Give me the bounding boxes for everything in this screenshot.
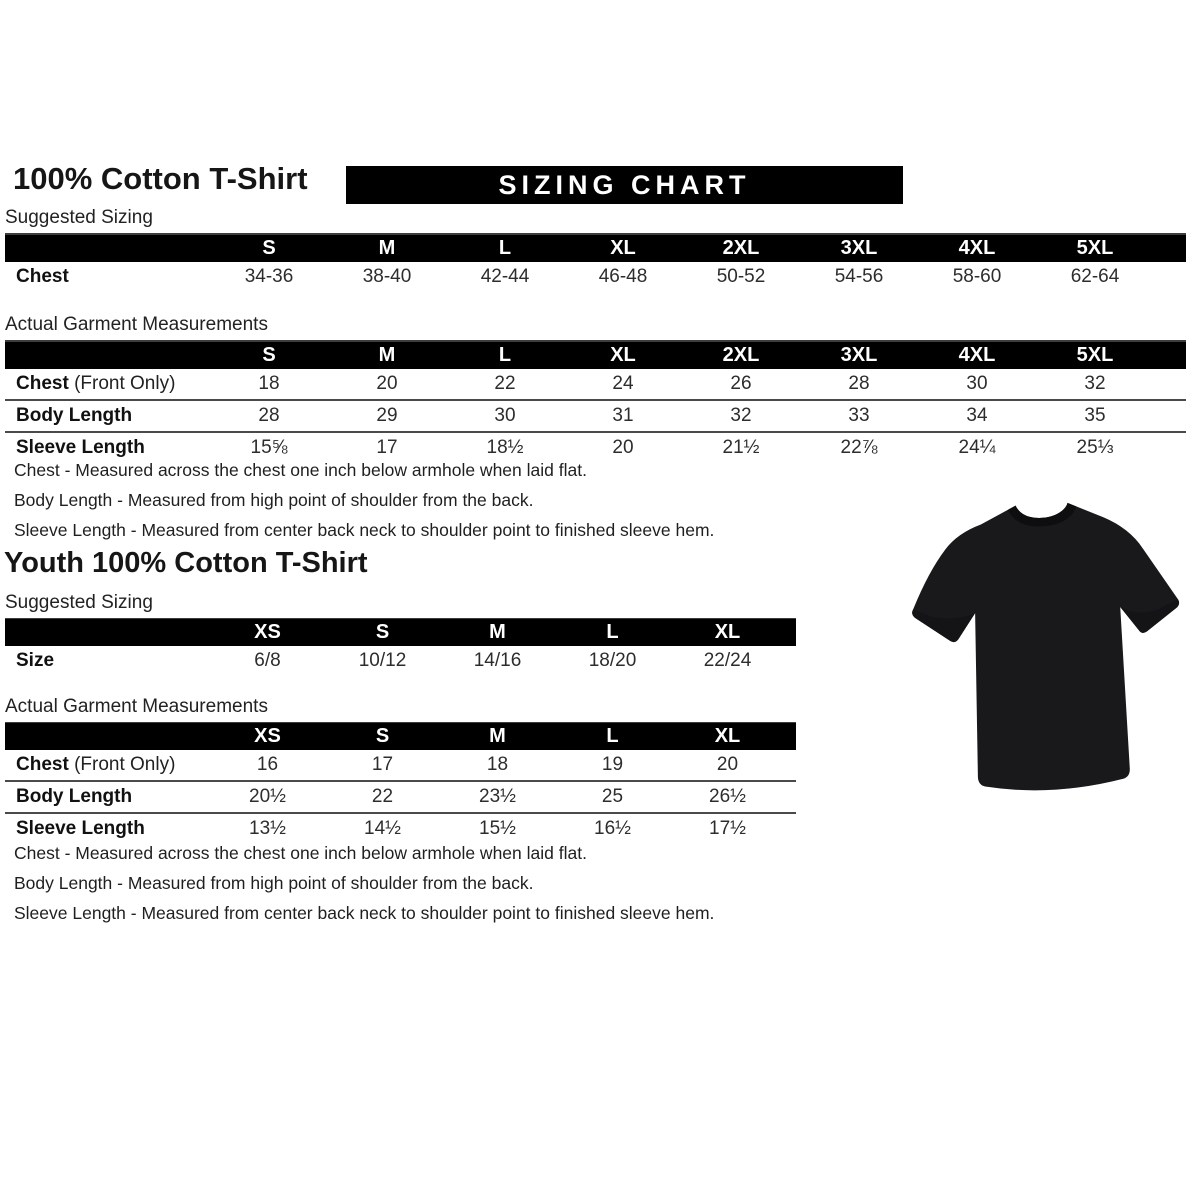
size-header-row — [5, 723, 796, 750]
measurement-value: 18/20 — [588, 650, 637, 671]
note-sleeve-length: Sleeve Length - Measured from center back neck to shoulder point to finished sleeve hem. — [14, 520, 715, 540]
size-column-header: XS — [210, 723, 325, 750]
youth-section-label-suggested-sizing: Suggested Sizing — [5, 592, 796, 620]
measurement-value: 16 — [256, 754, 279, 775]
measurement-value: 38-40 — [362, 266, 412, 287]
page-title: 100% Cotton T-Shirt — [13, 161, 308, 196]
measurement-value: 19 — [601, 754, 624, 775]
measurement-value: 29 — [376, 405, 398, 426]
row-spacer — [1154, 262, 1186, 292]
measurement-value: 50-52 — [716, 266, 766, 287]
measurement-value: 6/8 — [254, 650, 281, 671]
measurement-value: 15⅝ — [250, 437, 288, 458]
size-column-header: L — [446, 342, 564, 369]
size-column-header: 3XL — [800, 342, 918, 369]
size-column-header: XS — [210, 619, 325, 646]
size-column-header: 2XL — [682, 235, 800, 262]
size-column-header: M — [328, 342, 446, 369]
size-header-row — [5, 235, 1186, 262]
section-label-suggested-sizing: Suggested Sizing — [5, 207, 1186, 235]
size-column-header: XL — [564, 342, 682, 369]
measurement-value: 26 — [730, 373, 752, 394]
row-label: Body Length — [16, 405, 133, 426]
size-header-row — [5, 342, 1186, 369]
sizing-chart-banner: SIZING CHART — [346, 166, 903, 204]
measurement-value: 22 — [494, 373, 516, 394]
measurement-value: 23½ — [479, 786, 516, 807]
size-column-header: L — [555, 723, 670, 750]
measurement-value: 15½ — [479, 818, 516, 839]
note-body-length: Body Length - Measured from high point of shoulder from the back. — [14, 490, 534, 510]
size-column-header: L — [446, 235, 564, 262]
row-spacer — [1154, 369, 1186, 400]
measurement-row — [5, 262, 1186, 292]
measurement-value: 20 — [612, 437, 634, 458]
note-chest: Chest - Measured across the chest one inch below armhole when laid flat. — [14, 843, 587, 863]
size-column-header: 4XL — [918, 342, 1036, 369]
measurement-value: 16½ — [594, 818, 631, 839]
youth-actual-measurements-table — [5, 723, 796, 844]
youth-section-title: Youth 100% Cotton T-Shirt — [4, 547, 368, 579]
measurement-value: 32 — [1084, 373, 1106, 394]
measurement-value: 18 — [486, 754, 509, 775]
youth-suggested-sizing-table — [5, 619, 796, 676]
measurement-value: 10/12 — [358, 650, 407, 671]
measurement-row — [5, 750, 796, 781]
black-tshirt-image — [888, 486, 1200, 806]
row-label: Chest — [16, 266, 69, 287]
measurement-value: 35 — [1084, 405, 1106, 426]
measurement-value: 31 — [612, 405, 634, 426]
row-spacer — [1154, 432, 1186, 463]
measurement-value: 34-36 — [244, 266, 294, 287]
measurement-row — [5, 400, 1186, 432]
header-spacer — [785, 723, 796, 750]
measurement-value: 17½ — [709, 818, 746, 839]
size-column-header: 4XL — [918, 235, 1036, 262]
measurement-value: 18½ — [486, 437, 524, 458]
measurement-notes-adult — [14, 455, 714, 545]
header-corner — [5, 723, 210, 750]
measurement-value: 25⅓ — [1076, 437, 1114, 458]
measurement-value: 28 — [848, 373, 870, 394]
row-spacer — [785, 646, 796, 676]
measurement-value: 58-60 — [952, 266, 1002, 287]
measurement-value: 14½ — [364, 818, 401, 839]
measurement-value: 21½ — [722, 437, 760, 458]
size-column-header: S — [210, 235, 328, 262]
size-column-header: M — [440, 723, 555, 750]
measurement-value: 22 — [371, 786, 394, 807]
measurement-value: 54-56 — [834, 266, 884, 287]
measurement-value: 32 — [730, 405, 752, 426]
size-column-header: XL — [670, 619, 785, 646]
size-column-header: S — [325, 723, 440, 750]
measurement-value: 13½ — [249, 818, 286, 839]
measurement-value: 30 — [966, 373, 988, 394]
header-corner — [5, 342, 210, 369]
measurement-value: 34 — [966, 405, 988, 426]
measurement-row — [5, 369, 1186, 400]
row-spacer — [1154, 400, 1186, 432]
measurement-value: 22⅞ — [840, 437, 878, 458]
measurement-value: 20 — [716, 754, 739, 775]
size-column-header: M — [328, 235, 446, 262]
measurement-value: 62-64 — [1070, 266, 1120, 287]
row-spacer — [785, 750, 796, 781]
size-column-header: 3XL — [800, 235, 918, 262]
row-label: Sleeve Length — [16, 437, 145, 458]
size-column-header: XL — [670, 723, 785, 750]
row-label: Sleeve Length — [16, 818, 145, 839]
header-spacer — [1154, 235, 1186, 262]
measurement-value: 46-48 — [598, 266, 648, 287]
measurement-value: 14/16 — [473, 650, 522, 671]
header-spacer — [785, 619, 796, 646]
row-spacer — [785, 781, 796, 813]
header-spacer — [1154, 342, 1186, 369]
size-column-header: S — [325, 619, 440, 646]
row-label: Chest (Front Only) — [16, 754, 176, 775]
measurement-value: 28 — [258, 405, 280, 426]
note-chest: Chest - Measured across the chest one inch below armhole when laid flat. — [14, 460, 587, 480]
measurement-value: 24 — [612, 373, 634, 394]
measurement-value: 25 — [601, 786, 624, 807]
measurement-value: 18 — [258, 373, 280, 394]
size-column-header: 2XL — [682, 342, 800, 369]
header-corner — [5, 235, 210, 262]
size-header-row — [5, 619, 796, 646]
header-corner — [5, 619, 210, 646]
size-column-header: L — [555, 619, 670, 646]
measurement-value: 20 — [376, 373, 398, 394]
measurement-value: 26½ — [709, 786, 746, 807]
row-label: Chest (Front Only) — [16, 373, 176, 394]
size-column-header: 5XL — [1036, 342, 1154, 369]
size-column-header: 5XL — [1036, 235, 1154, 262]
size-column-header: S — [210, 342, 328, 369]
measurement-value: 24¼ — [958, 437, 996, 458]
measurement-value: 22/24 — [703, 650, 752, 671]
measurement-row — [5, 646, 796, 676]
adult-actual-measurements-table — [5, 342, 1186, 463]
row-spacer — [785, 813, 796, 844]
measurement-value: 17 — [371, 754, 394, 775]
row-label: Body Length — [16, 786, 133, 807]
row-label: Size — [16, 650, 55, 671]
size-column-header: M — [440, 619, 555, 646]
measurement-value: 33 — [848, 405, 870, 426]
size-column-header: XL — [564, 235, 682, 262]
measurement-row — [5, 781, 796, 813]
measurement-notes-youth — [14, 838, 714, 928]
section-label-actual-measurements: Actual Garment Measurements — [5, 314, 1186, 342]
measurement-value: 30 — [494, 405, 516, 426]
measurement-value: 42-44 — [480, 266, 530, 287]
note-sleeve-length: Sleeve Length - Measured from center back neck to shoulder point to finished sleeve hem. — [14, 903, 715, 923]
note-body-length: Body Length - Measured from high point of shoulder from the back. — [14, 873, 534, 893]
youth-section-label-actual-measurements: Actual Garment Measurements — [5, 696, 796, 724]
adult-suggested-sizing-table — [5, 235, 1186, 292]
measurement-value: 17 — [376, 437, 398, 458]
measurement-value: 20½ — [249, 786, 286, 807]
